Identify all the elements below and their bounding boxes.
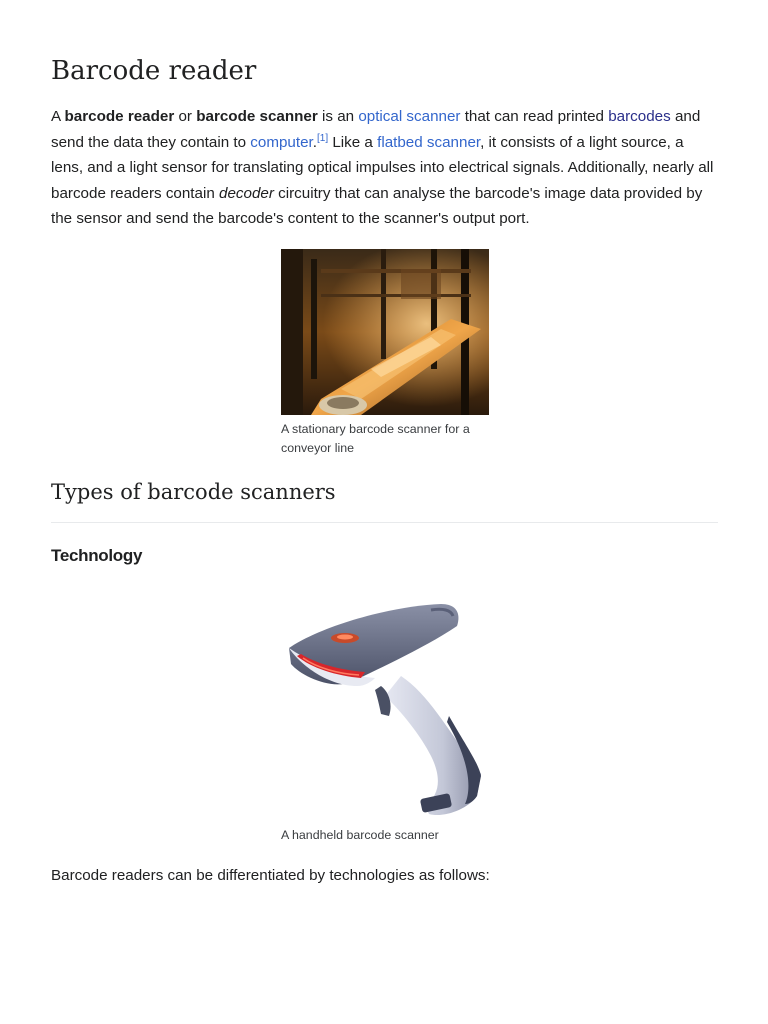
intro-text: Like a [328,133,378,151]
technology-paragraph: Barcode readers can be differentiated by technologies as follows: [51,867,490,884]
reference-link-1[interactable]: [1] [317,132,329,144]
conveyor-scanner-image[interactable] [281,249,489,415]
intro-text: circuitry that can analyse the barcode's image data provided by the sensor and send the barcode's content to the scanner's output port. [51,184,703,228]
section-heading-types: Types of barcode scanners [51,480,336,504]
handheld-scanner-image[interactable] [281,596,491,820]
intro-text: is an [317,108,359,125]
link-flatbed-scanner[interactable]: flatbed scanner [377,133,481,151]
term-decoder: decoder [219,184,274,202]
figure-handheld-scanner [281,596,541,845]
term-barcode-scanner: barcode scanner [196,108,318,125]
intro-text: and send the data they contain to [51,108,701,151]
intro-text: that can read printed [460,108,609,125]
page-title: Barcode reader [51,56,257,86]
intro-text: A [51,108,65,125]
intro-paragraph [51,104,718,232]
term-barcode-reader: barcode reader [64,108,175,125]
subsection-heading-technology: Technology [51,546,143,565]
intro-text: . [312,133,317,151]
link-barcodes[interactable]: barcodes [608,108,671,125]
link-computer[interactable]: computer [250,133,313,151]
section-divider [51,522,718,523]
link-optical-scanner[interactable]: optical scanner [358,108,461,125]
intro-text: , it consists of a light source, a lens, and a light sensor for translating optical impulses into electrical signals. Additionally, nearly all barcode readers contain [51,133,714,202]
figure-conveyor-scanner [281,249,489,458]
intro-text: or [174,108,197,125]
figure-caption: A stationary barcode scanner for a conveyor line [281,422,470,455]
figure-caption: A handheld barcode scanner [281,828,439,842]
